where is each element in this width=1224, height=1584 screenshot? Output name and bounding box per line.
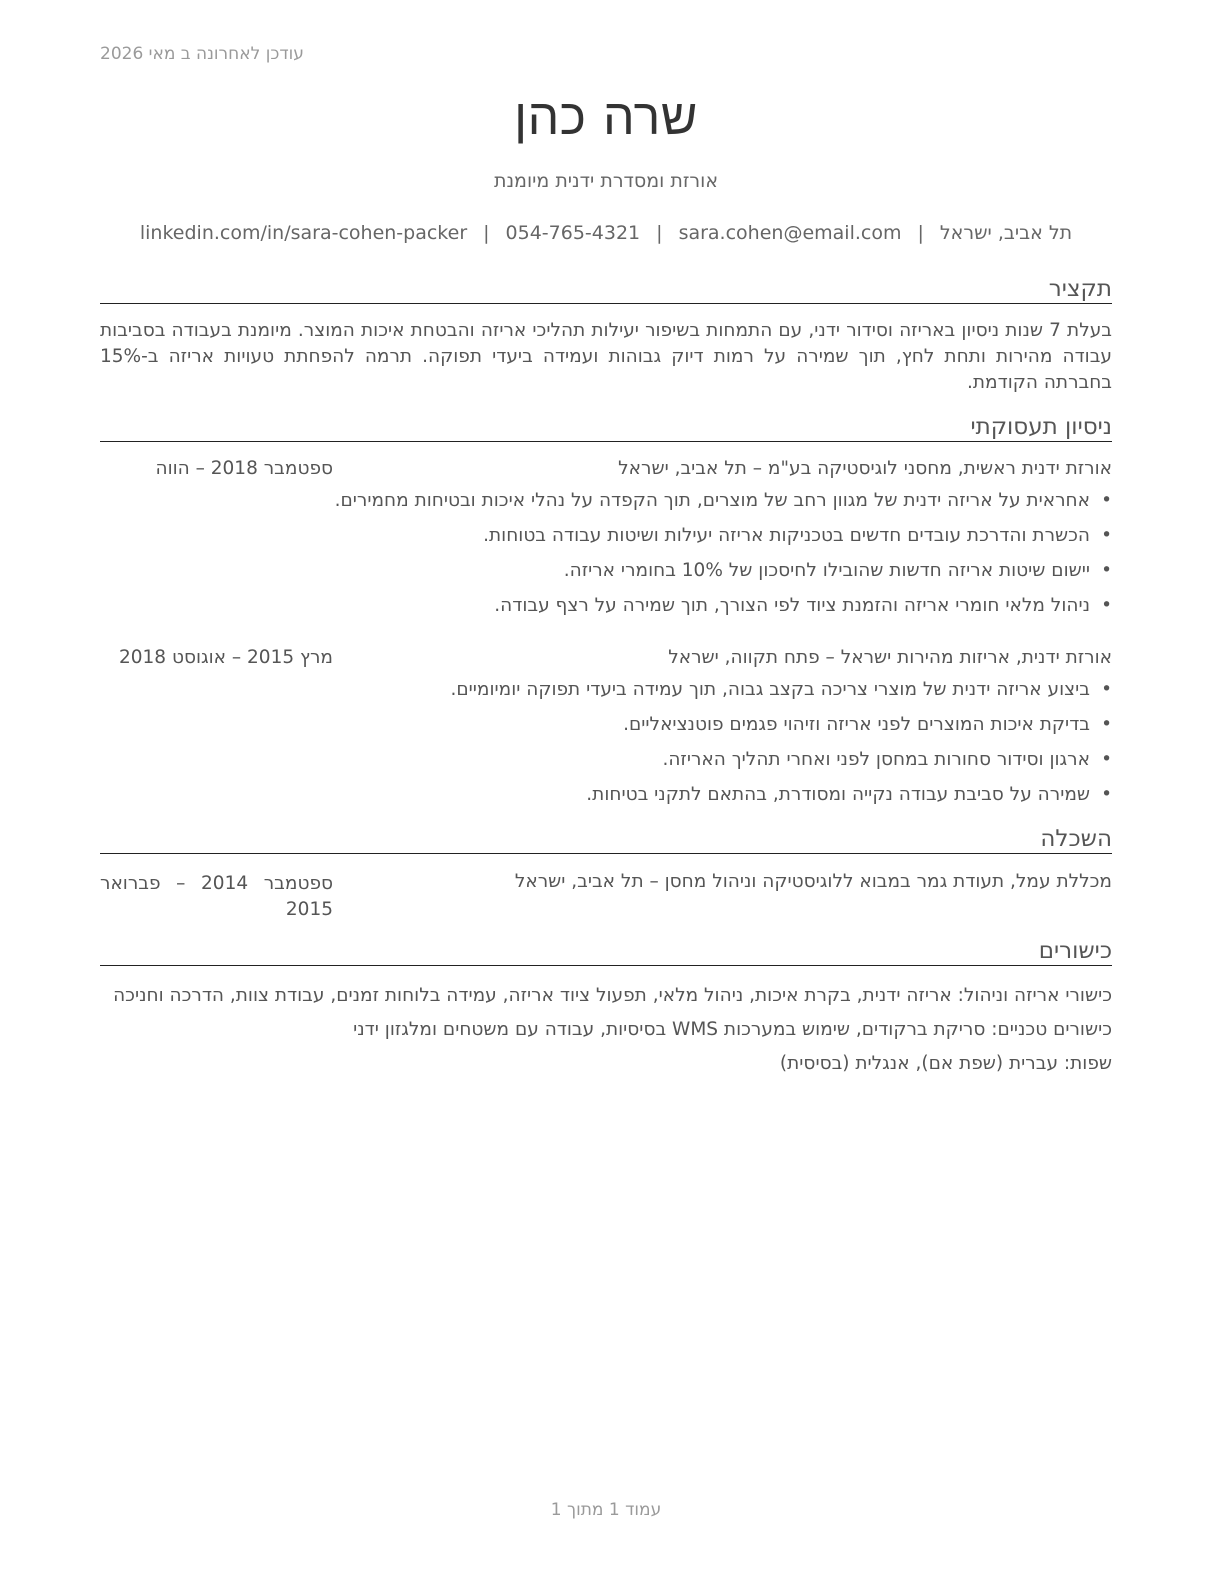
contact-separator: | (656, 222, 663, 244)
skills-list (100, 984, 1112, 1086)
candidate-title: אורזת ומסדרת ידנית מיומנת (493, 170, 719, 192)
bullet-icon: • (1101, 749, 1112, 770)
list-item (100, 783, 1112, 818)
list-item (100, 524, 1112, 559)
last-updated: עודכן לאחרונה ב מאי 2026 (100, 44, 304, 64)
contact-separator: | (917, 222, 924, 244)
education-entry: מכללת עמל, תעודת גמר במבוא ללוגיסטיקה וניהול מחסן – תל אביב, ישראל (514, 871, 1112, 892)
job-bullets (100, 678, 1112, 818)
list-item (100, 594, 1112, 629)
bullet-icon: • (1101, 714, 1112, 735)
contact-separator: | (483, 222, 490, 244)
page-number: עמוד 1 מתוך 1 (550, 1500, 662, 1520)
bullet-icon: • (1101, 679, 1112, 700)
education-heading: השכלה (100, 826, 1112, 854)
job-dates: ספטמבר 2018 – הווה (155, 458, 333, 479)
job-title: אורזת ידנית ראשית, מחסני לוגיסטיקה בע"מ – תל אביב, ישראל (618, 458, 1112, 479)
list-item: כישורים טכניים: סריקת ברקודים, שימוש במערכות WMS בסיסיות, עבודה עם משטחים ומלגזון ידני (353, 1019, 1112, 1040)
list-item (100, 748, 1112, 783)
list-item: שפות: עברית (שפת אם), אנגלית (בסיסית) (779, 1053, 1112, 1074)
contact-linkedin[interactable]: linkedin.com/in/sara-cohen-packer (139, 222, 468, 244)
contact-line (100, 222, 1112, 244)
bullet-text: הכשרת והדרכת עובדים חדשים בטכניקות אריזה יעילות ושיטות עבודה בטוחות. (483, 525, 1090, 546)
job-bullets (100, 489, 1112, 629)
contact-email[interactable]: sara.cohen@email.com (678, 222, 902, 244)
resume-page (100, 0, 1112, 1584)
bullet-icon: • (1101, 560, 1112, 581)
bullet-text: ביצוע אריזה ידנית של מוצרי צריכה בקצב גבוה, תוך עמידה ביעדי תפוקה יומיומיים. (450, 679, 1090, 700)
list-item (100, 559, 1112, 594)
bullet-text: ניהול מלאי חומרי אריזה והזמנת ציוד לפי הצורך, תוך שמירה על רצף עבודה. (494, 595, 1090, 616)
list-item: כישורי אריזה וניהול: אריזה ידנית, בקרת איכות, ניהול מלאי, תפעול ציוד אריזה, עמידה בלוחות זמנים, עבודת צוות, הדרכה וחניכה (113, 985, 1112, 1006)
bullet-icon: • (1101, 784, 1112, 805)
summary-heading: תקציר (100, 276, 1112, 304)
skills-heading: כישורים (100, 938, 1112, 966)
bullet-icon: • (1101, 595, 1112, 616)
experience-heading: ניסיון תעסוקתי (100, 414, 1112, 442)
contact-phone[interactable]: 054-765-4321 (505, 222, 641, 244)
bullet-text: בדיקת איכות המוצרים לפני אריזה וזיהוי פגמים פוטנציאליים. (623, 714, 1090, 735)
job-title: אורזת ידנית, אריזות מהירות ישראל – פתח תקווה, ישראל (668, 647, 1112, 668)
bullet-text: יישום שיטות אריזה חדשות שהובילו לחיסכון של 10% בחומרי אריזה. (563, 560, 1090, 581)
bullet-text: שמירה על סביבת עבודה נקייה ומסודרת, בהתאם לתקני בטיחות. (586, 784, 1090, 805)
bullet-text: אחראית על אריזה ידנית של מגוון רחב של מוצרים, תוך הקפדה על נהלי איכות ובטיחות מחמירים. (334, 490, 1090, 511)
list-item (100, 713, 1112, 748)
candidate-name: שרה כהן (514, 88, 698, 146)
education-dates: ספטמבר 2014 – פברואר 2015 (100, 873, 333, 920)
contact-location: תל אביב, ישראל (939, 222, 1073, 244)
bullet-text: ארגון וסידור סחורות במחסן לפני ואחרי תהליך האריזה. (662, 749, 1090, 770)
list-item (100, 489, 1112, 524)
job-dates: מרץ 2015 – אוגוסט 2018 (118, 647, 333, 668)
list-item (100, 678, 1112, 713)
bullet-icon: • (1101, 490, 1112, 511)
summary-text: בעלת 7 שנות ניסיון באריזה וסידור ידני, עם התמחות בשיפור יעילות תהליכי אריזה והבטחת איכות המוצר. מיומנת בעבודה בסביבות עבודה מהירות ותחת לחץ, תוך שמירה על רמות דיוק גבוהות ועמידה ביעדי תפוקה. תרמה להפחתת טעויות אריזה ב-15% בחברתה הקודמת. (100, 320, 1112, 393)
bullet-icon: • (1101, 525, 1112, 546)
